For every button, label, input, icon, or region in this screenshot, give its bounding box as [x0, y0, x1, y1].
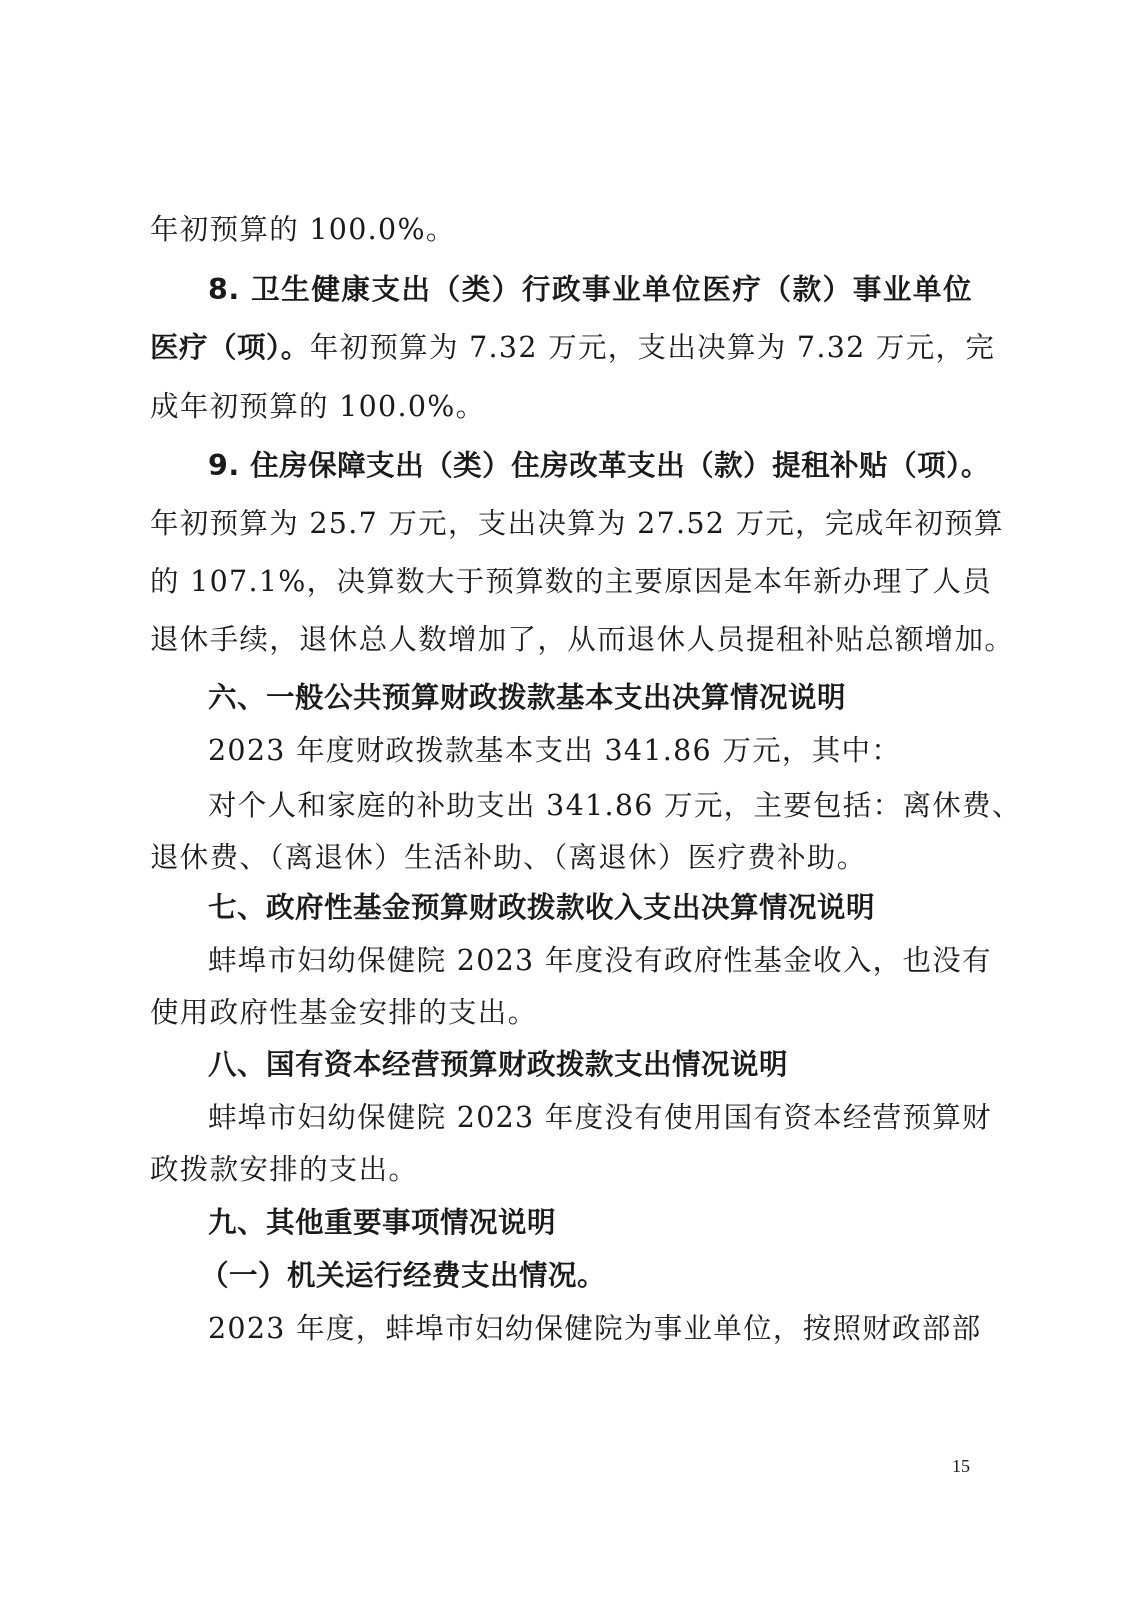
item-9-line: 的 107.1%，决算数大于预算数的主要原因是本年新办理了人员 — [150, 565, 993, 598]
section-7-heading: 七、政府性基金预算财政拨款收入支出决算情况说明 — [208, 891, 876, 924]
section-9-heading: 九、其他重要事项情况说明 — [208, 1206, 557, 1239]
section-7-line: 使用政府性基金安排的支出。 — [150, 996, 538, 1029]
item-8-line: 医疗（项）。年初预算为 7.32 万元，支出决算为 7.32 万元，完 — [150, 331, 996, 364]
section-8-line: 蚌埠市妇幼保健院 2023 年度没有使用国有资本经营预算财 — [208, 1101, 992, 1134]
item-8-heading: 8. 卫生健康支出（类）行政事业单位医疗（款）事业单位 — [208, 273, 972, 306]
page-number: 15 — [952, 1456, 970, 1476]
section-6-line: 退休费、（离退休）生活补助、（离退休）医疗费补助。 — [150, 841, 867, 874]
section-6-line: 对个人和家庭的补助支出 341.86 万元，主要包括：离休费、 — [208, 789, 1022, 822]
item-9-heading: 9. 住房保障支出（类）住房改革支出（款）提租补贴（项）。 — [208, 449, 990, 482]
item-9-line: 年初预算为 25.7 万元，支出决算为 27.52 万元，完成年初预算 — [150, 507, 1004, 540]
item-8-line: 成年初预算的 100.0%。 — [150, 390, 486, 423]
section-6-line: 2023 年度财政拨款基本支出 341.86 万元，其中： — [208, 734, 902, 767]
section-7-line: 蚌埠市妇幼保健院 2023 年度没有政府性基金收入，也没有 — [208, 944, 992, 977]
subsection-1-line: 2023 年度，蚌埠市妇幼保健院为事业单位，按照财政部部 — [208, 1312, 982, 1345]
paragraph-line: 年初预算的 100.0%。 — [150, 213, 456, 246]
subsection-1-heading: （一）机关运行经费支出情况。 — [200, 1259, 607, 1292]
item-9-line: 退休手续，退休总人数增加了，从而退休人员提租补贴总额增加。 — [150, 623, 1015, 656]
section-6-heading: 六、一般公共预算财政拨款基本支出决算情况说明 — [208, 681, 847, 714]
section-8-heading: 八、国有资本经营预算财政拨款支出情况说明 — [208, 1048, 789, 1081]
section-8-line: 政拨款安排的支出。 — [150, 1153, 419, 1186]
